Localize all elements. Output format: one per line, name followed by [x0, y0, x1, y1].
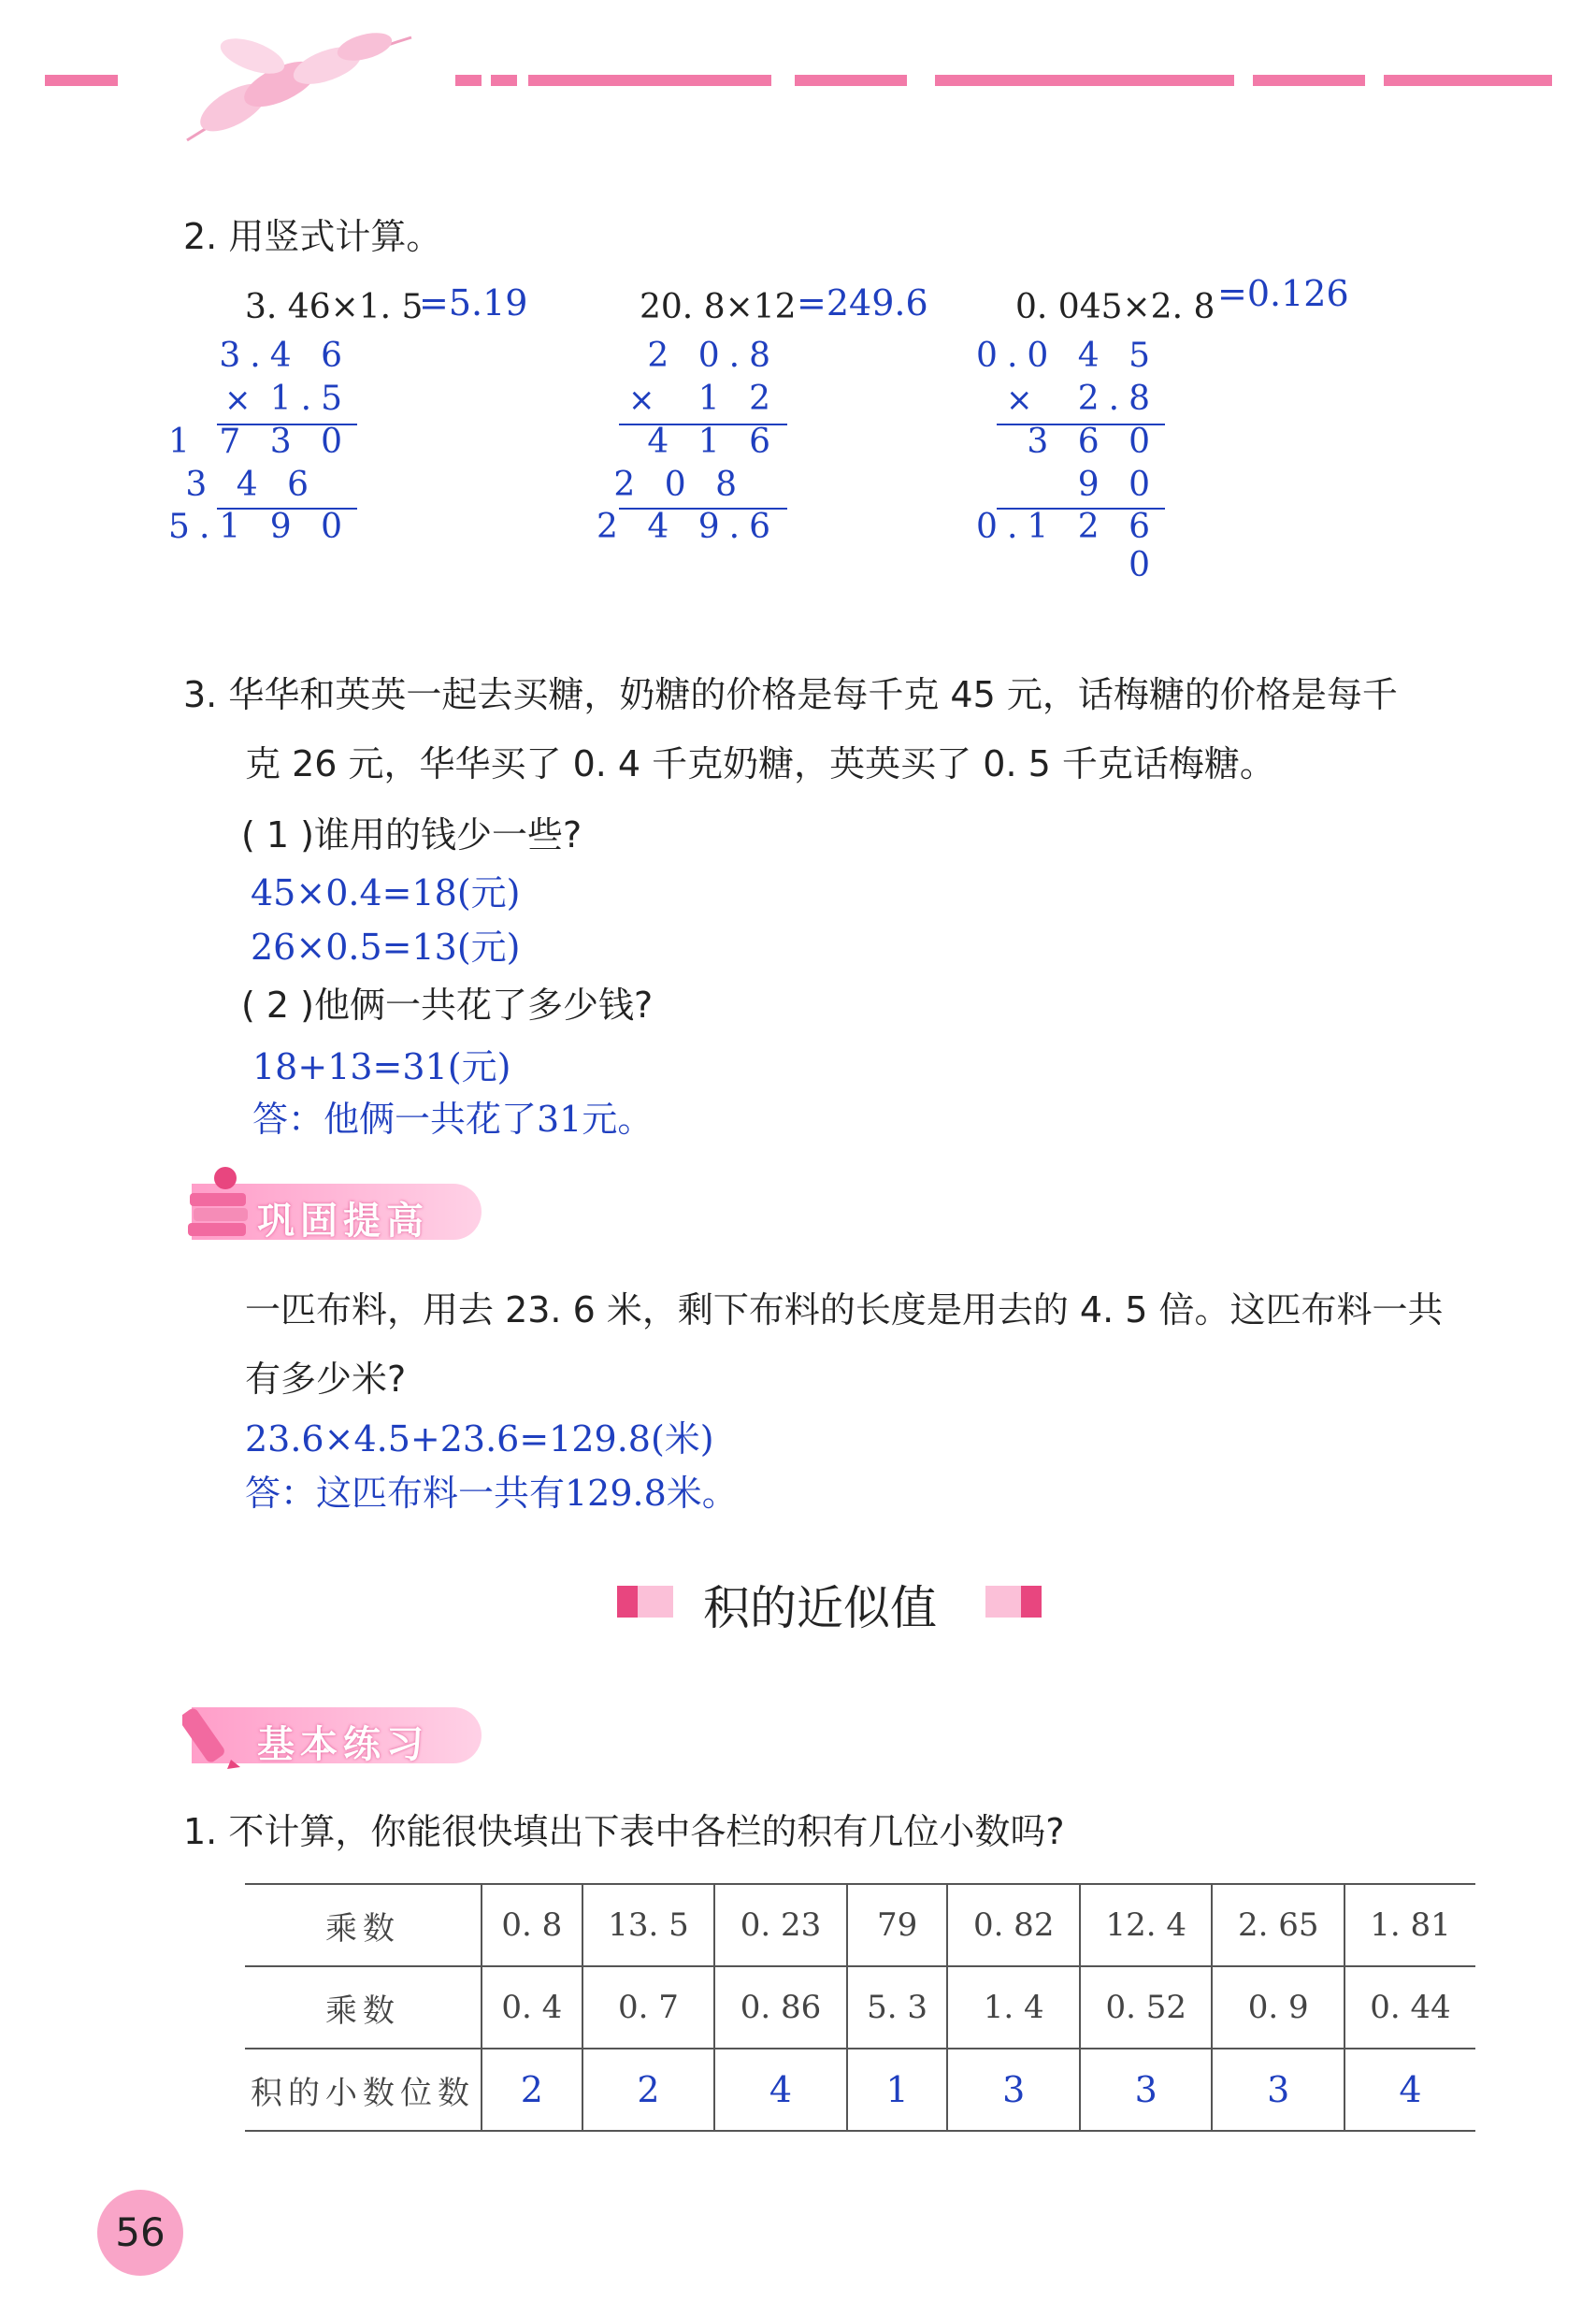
table-cell: 79: [847, 1884, 948, 1966]
answer-cell: 3: [1080, 2049, 1213, 2131]
decimal-places-table: [245, 1883, 1475, 2132]
problem-1-partial-1: 1 7 3 0: [168, 423, 352, 461]
consolidate-banner-label: 巩固提高: [257, 1200, 429, 1243]
section-title-right-mark: [985, 1586, 1042, 1618]
basic-practice-banner-label: 基本练习: [257, 1723, 429, 1766]
problem-2-result: 2 4 9.6: [597, 508, 780, 546]
books-apple-icon: [184, 1161, 259, 1242]
table-cell: 12. 4: [1080, 1884, 1213, 1966]
problem-3-answer: =0.126: [1217, 273, 1349, 314]
problem-3-top: 0.0 4 5: [976, 337, 1159, 375]
question-3-sub-1: ( 1 )谁用的钱少一些?: [241, 814, 582, 856]
page-number: 56: [115, 2209, 165, 2255]
table-cell: 0. 82: [947, 1884, 1080, 1966]
table-row: [245, 1966, 1475, 2049]
table-cell: 0. 86: [714, 1966, 847, 2049]
table-cell: 0. 7: [582, 1966, 715, 2049]
question-3-answer-1a: 45×0.4=18(元): [251, 872, 521, 913]
consolidate-answer-2: 答：这匹布料一共有129.8米。: [245, 1473, 738, 1514]
consolidate-line-1: 一匹布料，用去 23. 6 米，剩下布料的长度是用去的 4. 5 倍。这匹布料一共: [245, 1289, 1444, 1330]
problem-2-partial-2: 2 0 8: [613, 466, 746, 504]
table-cell: 2. 65: [1212, 1884, 1344, 1966]
question-3-answer-2a: 18+13=31(元): [252, 1046, 511, 1087]
answer-cell: 1: [847, 2049, 948, 2131]
consolidate-line-2: 有多少米?: [245, 1359, 407, 1400]
page-number-badge: [97, 2190, 183, 2276]
table-cell: 0. 44: [1344, 1966, 1475, 2049]
question-3-line-1: 3. 华华和英英一起去买糖，奶糖的价格是每千克 45 元，话梅糖的价格是每千: [183, 674, 1398, 715]
consolidate-answer-1: 23.6×4.5+23.6=129.8(米): [245, 1418, 714, 1460]
basic-practice-banner: [192, 1707, 482, 1766]
problem-2-partial-1: 4 1 6: [647, 423, 780, 461]
problem-3-result: 0.1 2 6 0: [976, 508, 1159, 584]
table-cell: 0. 23: [714, 1884, 847, 1966]
problem-2-bottom: 1 2: [697, 380, 780, 418]
consolidate-banner: [192, 1184, 482, 1243]
question-1-title: 1. 不计算，你能很快填出下表中各栏的积有几位小数吗?: [183, 1811, 1065, 1852]
problem-1-answer: =5.19: [419, 282, 528, 324]
problem-1-top: 3.4 6: [219, 337, 352, 375]
problem-2-answer: =249.6: [797, 282, 928, 324]
answer-cell: 4: [1344, 2049, 1475, 2131]
table-cell: 5. 3: [847, 1966, 948, 2049]
question-3-sub-2: ( 2 )他俩一共花了多少钱?: [241, 985, 654, 1026]
table-row-label: 积的小数位数: [251, 2074, 475, 2112]
table-cell: 0. 9: [1212, 1966, 1344, 2049]
problem-2-expression: 20. 8×12: [640, 288, 797, 326]
problem-3-expression: 0. 045×2. 8: [1015, 288, 1215, 326]
question-3-line-2: 克 26 元，华华买了 0. 4 千克奶糖，英英买了 0. 5 千克话梅糖。: [245, 743, 1275, 784]
problem-2-multiply-sign: ×: [628, 381, 655, 419]
problem-1-result: 5.1 9 0: [168, 508, 352, 546]
table-cell: 13. 5: [582, 1884, 715, 1966]
table-row: [245, 1884, 1475, 1966]
question-3-answer-1b: 26×0.5=13(元): [251, 927, 521, 968]
answer-cell: 3: [1212, 2049, 1344, 2131]
question-3-answer-2b: 答：他俩一共花了31元。: [252, 1099, 654, 1140]
table-cell: 0. 4: [482, 1966, 582, 2049]
problem-1-partial-2: 3 4 6: [185, 466, 318, 504]
answer-cell: 2: [482, 2049, 582, 2131]
problem-3-bottom: 2.8: [1077, 380, 1159, 418]
table-row-label: 乘数: [325, 1992, 400, 2030]
section-title: 积的近似值: [703, 1581, 937, 1635]
question-2-title: 2. 用竖式计算。: [183, 216, 442, 257]
problem-3-partial-2: 9 0: [1077, 466, 1159, 504]
problem-3-partial-1: 3 6 0: [1027, 423, 1159, 461]
problem-1-multiply-sign: ×: [224, 381, 252, 419]
table-row: [245, 2049, 1475, 2131]
header-decoration: [0, 0, 1596, 150]
problem-1-expression: 3. 46×1. 5: [245, 288, 424, 326]
answer-cell: 2: [582, 2049, 715, 2131]
leaf-branch-icon: [178, 19, 421, 150]
answer-cell: 3: [947, 2049, 1080, 2131]
section-title-left-mark: [617, 1586, 673, 1618]
table-cell: 0. 8: [482, 1884, 582, 1966]
answer-cell: 4: [714, 2049, 847, 2131]
table-cell: 0. 52: [1080, 1966, 1213, 2049]
table-cell: 1. 4: [947, 1966, 1080, 2049]
table-row-label: 乘数: [325, 1909, 400, 1948]
problem-1-bottom: 1.5: [269, 380, 352, 418]
pencil-icon: [182, 1698, 253, 1773]
problem-2-top: 2 0.8: [647, 337, 780, 375]
problem-3-multiply-sign: ×: [1006, 381, 1033, 419]
table-cell: 1. 81: [1344, 1884, 1475, 1966]
